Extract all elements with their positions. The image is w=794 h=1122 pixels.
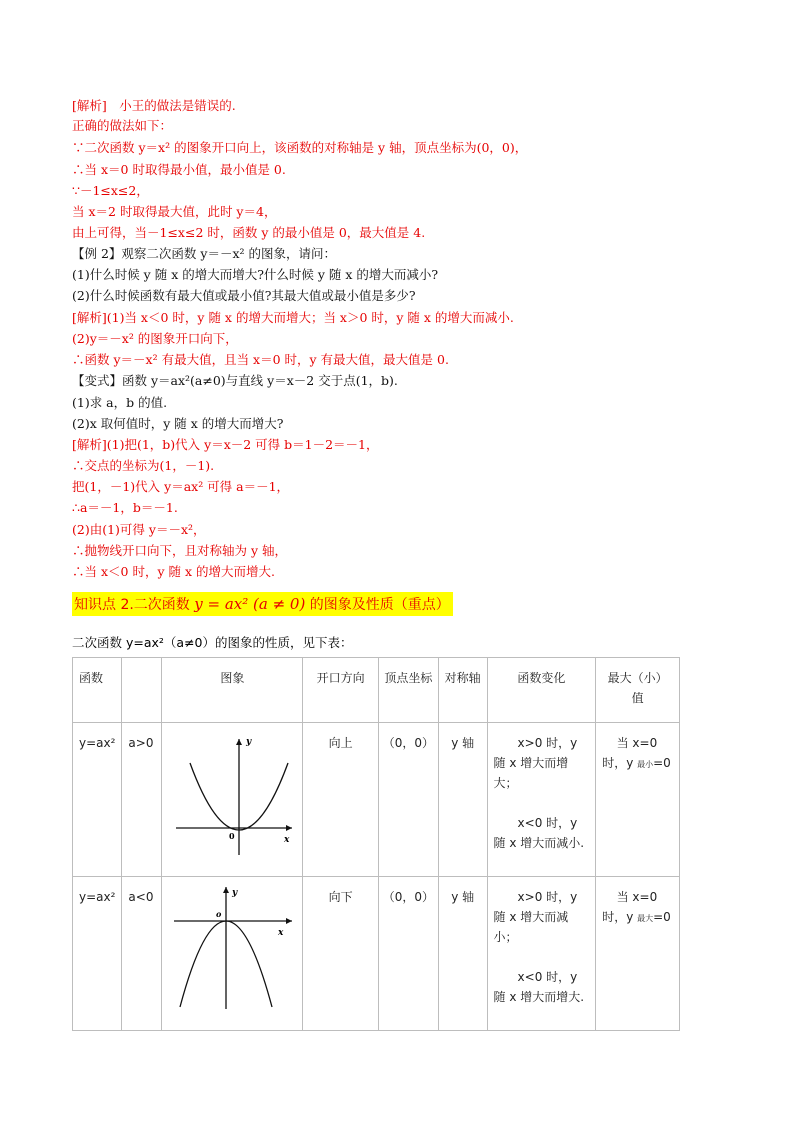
solution-3-line: [解析](1)把(1，b)代入 y＝x－2 可得 b＝1－2＝－1， [72, 437, 379, 452]
x-axis-label: x [278, 928, 284, 938]
axis-cell: y 轴 [438, 723, 487, 877]
properties-table [72, 657, 680, 1031]
origin-label: o [216, 909, 222, 919]
table-row [73, 877, 680, 1031]
variant-line: (2)x 取何值时，y 随 x 的增大而增大? [72, 416, 284, 431]
solution-1-line: 正确的做法如下： [72, 118, 173, 133]
extreme-cell: 当 x=0 时，y 最大=0 [596, 877, 680, 1031]
solution-2-line: ∴函数 y＝－x² 有最大值，且当 x＝0 时，y 有最大值，最大值是 0. [72, 352, 449, 367]
example-2-line: (2)什么时候函数有最大值或最小值?其最大值或最小值是多少? [72, 288, 416, 303]
header-cell: 开口方向 [303, 658, 379, 723]
header-cell: 顶点坐标 [378, 658, 438, 723]
upward-parabola-graph [168, 727, 296, 862]
header-cell: 函数变化 [487, 658, 596, 723]
downward-parabola-graph [168, 881, 296, 1016]
opening-cell: 向下 [303, 877, 379, 1031]
heading-prefix: 知识点 2.二次函数 [74, 597, 195, 613]
origin-label: 0 [229, 831, 235, 841]
change-cell [487, 723, 596, 877]
solution-2-line: (2)y＝－x² 的图象开口向下， [72, 331, 238, 346]
y-axis-arrow-icon [236, 739, 242, 745]
header-cell: 函数 [73, 658, 122, 723]
solution-3-line: ∴a＝－1，b＝－1. [72, 500, 178, 515]
knowledge-point-heading [72, 592, 453, 616]
x-axis-arrow-icon [286, 825, 292, 831]
func-cell: y=ax² [73, 723, 122, 877]
x-axis-arrow-icon [286, 918, 292, 924]
solution-3-line: 把(1，－1)代入 y＝ax² 可得 a＝－1， [72, 479, 290, 494]
axis-cell: y 轴 [438, 877, 487, 1031]
solution-3-line: ∴当 x＜0 时，y 随 x 的增大而增大. [72, 564, 275, 579]
graph-cell [162, 723, 303, 877]
solution-1-line: 当 x＝2 时取得最大值，此时 y＝4， [72, 204, 277, 219]
change-cell [487, 877, 596, 1031]
change-text: x<0 时，y 随 x 增大而增大. [493, 970, 585, 1004]
table-header-row [73, 658, 680, 723]
change-text: x>0 时，y 随 x 增大而减小； [493, 890, 578, 944]
variant-line: 【变式】函数 y＝ax²(a≠0)与直线 y＝x－2 交于点(1，b). [72, 373, 398, 388]
solution-2-line: [解析](1)当 x＜0 时，y 随 x 的增大而增大；当 x＞0 时，y 随 x 的增大而减小. [72, 310, 514, 325]
header-cell: 最大（小）值 [596, 658, 680, 723]
y-axis-label: y [246, 737, 252, 747]
heading-suffix: 的图象及性质（重点） [305, 597, 450, 613]
change-text: x<0 时，y 随 x 增大而减小. [493, 816, 585, 850]
example-2-line: (1)什么时候 y 随 x 的增大而增大?什么时候 y 随 x 的增大而减小? [72, 267, 439, 282]
solution-1-line: 由上可得，当－1≤x≤2 时，函数 y 的最小值是 0，最大值是 4. [72, 225, 426, 240]
graph-cell [162, 877, 303, 1031]
y-axis-label: y [232, 888, 238, 898]
condition-cell: a>0 [122, 723, 162, 877]
solution-1-line: [解析] 小王的做法是错误的. [72, 98, 236, 113]
solution-1-line: ∵二次函数 y＝x² 的图象开口向上，该函数的对称轴是 y 轴，顶点坐标为(0，0)， [72, 140, 528, 155]
heading-formula: y = ax² (a ≠ 0) [194, 595, 306, 613]
condition-cell: a<0 [122, 877, 162, 1031]
y-axis-arrow-icon [223, 887, 229, 893]
solution-3-line: (2)由(1)可得 y＝－x²， [72, 522, 206, 537]
change-text: x>0 时，y 随 x 增大而增大； [493, 736, 578, 790]
example-2-line: 【例 2】观察二次函数 y＝－x² 的图象，请问： [72, 246, 336, 261]
vertex-cell: （0，0） [378, 877, 438, 1031]
solution-1-line: ∵－1≤x≤2， [72, 183, 149, 198]
solution-1-line: ∴当 x＝0 时取得最小值，最小值是 0. [72, 162, 286, 177]
extreme-cell: 当 x=0 时，y 最小=0 [596, 723, 680, 877]
table-row [73, 723, 680, 877]
solution-3-line: ∴抛物线开口向下，且对称轴为 y 轴， [72, 543, 288, 558]
solution-3-line: ∴交点的坐标为(1，－1). [72, 458, 215, 473]
vertex-cell: （0，0） [378, 723, 438, 877]
header-cell: 图象 [162, 658, 303, 723]
variant-line: (1)求 a，b 的值. [72, 395, 168, 410]
opening-cell: 向上 [303, 723, 379, 877]
func-cell: y=ax² [73, 877, 122, 1031]
x-axis-label: x [284, 835, 290, 845]
header-cell: 对称轴 [438, 658, 487, 723]
header-cell [122, 658, 162, 723]
table-caption: 二次函数 y=ax²（a≠0）的图象的性质，见下表： [72, 635, 353, 650]
